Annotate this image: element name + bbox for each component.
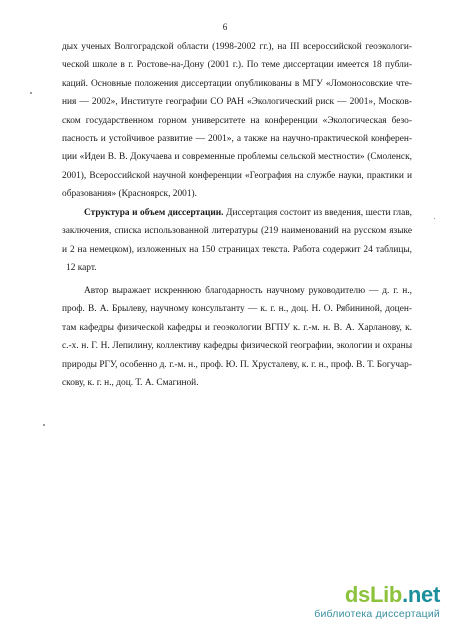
text-line: Автор выражает искреннюю благодарность научному руководителю — д. г. н.,: [84, 286, 412, 296]
text-line: ции «Идеи В. В. Докучаева и современные проблемы сельской местности» (Смоленск,: [62, 152, 412, 163]
text-line: дых ученых Волгоградской области (1998-2002 гг.), на III всероссийской геоэкологи-: [62, 42, 412, 52]
text-line: скову, к. г. н., доц. Т. А. Смагиной.: [62, 377, 199, 388]
text-line: пасность и устойчивое развитие — 2001», а также на научно-практической конферен-: [62, 133, 412, 144]
text-line: образования» (Красноярск, 2001).: [62, 189, 198, 200]
paragraph-acknowledgements: [62, 282, 412, 392]
text-line: заключения, списка использованной литературы (219 наименований на русском языке: [62, 226, 412, 237]
text-line: природы РГУ, особенно д. г.-м. н., проф. Ю. П. Хрусталеву, к. г. н., проф. В. Т. Богучар-: [62, 359, 412, 370]
text-line: с.-х. н. Г. Н. Лепилину, коллективу кафедры физической географии, экологии и охраны: [62, 341, 412, 352]
paragraph-structure: [62, 204, 412, 278]
structure-text: Диссертация состоит из введения, шести глав,: [223, 208, 413, 218]
text-line: проф. В. А. Брылеву, научному консультанту — к. г. н., доц. Н. О. Рябининой, доцен-: [62, 304, 412, 315]
text-line: 12 карт.: [66, 263, 97, 274]
dslib-subtitle: библиотека диссертаций: [314, 608, 440, 620]
page-number: 6: [222, 22, 228, 32]
text-line: каций. Основные положения диссертации опубликованы в МГУ «Ломоносовские чте-: [62, 78, 412, 89]
text-line: и 2 на немецком), изложенных на 150 страницах текста. Работа содержит 24 таблицы,: [62, 244, 412, 255]
scan-speck: [43, 424, 45, 426]
dslib-logo: dsLib.net: [344, 582, 440, 607]
dslib-watermark: [314, 583, 440, 620]
text-line: ском государственном горном университете на конференции «Экологическая безо-: [62, 115, 412, 126]
text-line: ния — 2002», Институте географии СО РАН «Экологический риск — 2001», Москов-: [62, 97, 412, 108]
text-line: [62, 204, 412, 222]
text-line: 2001), Всероссийской научной конференции «География на службе науки, практики и: [62, 170, 412, 181]
scan-speck: [434, 218, 435, 219]
structure-heading: Структура и объем диссертации.: [84, 208, 224, 218]
scan-speck: [30, 92, 32, 94]
text-line: ческой школе в г. Ростове-на-Дону (2001 г.). По теме диссертации имеется 18 публи-: [62, 60, 412, 71]
text-line: там кафедры физической кафедры и геоэкологии ВГПУ к. г.-м. н. В. А. Харланову, к.: [62, 322, 412, 333]
paragraph-conferences: [62, 38, 412, 204]
